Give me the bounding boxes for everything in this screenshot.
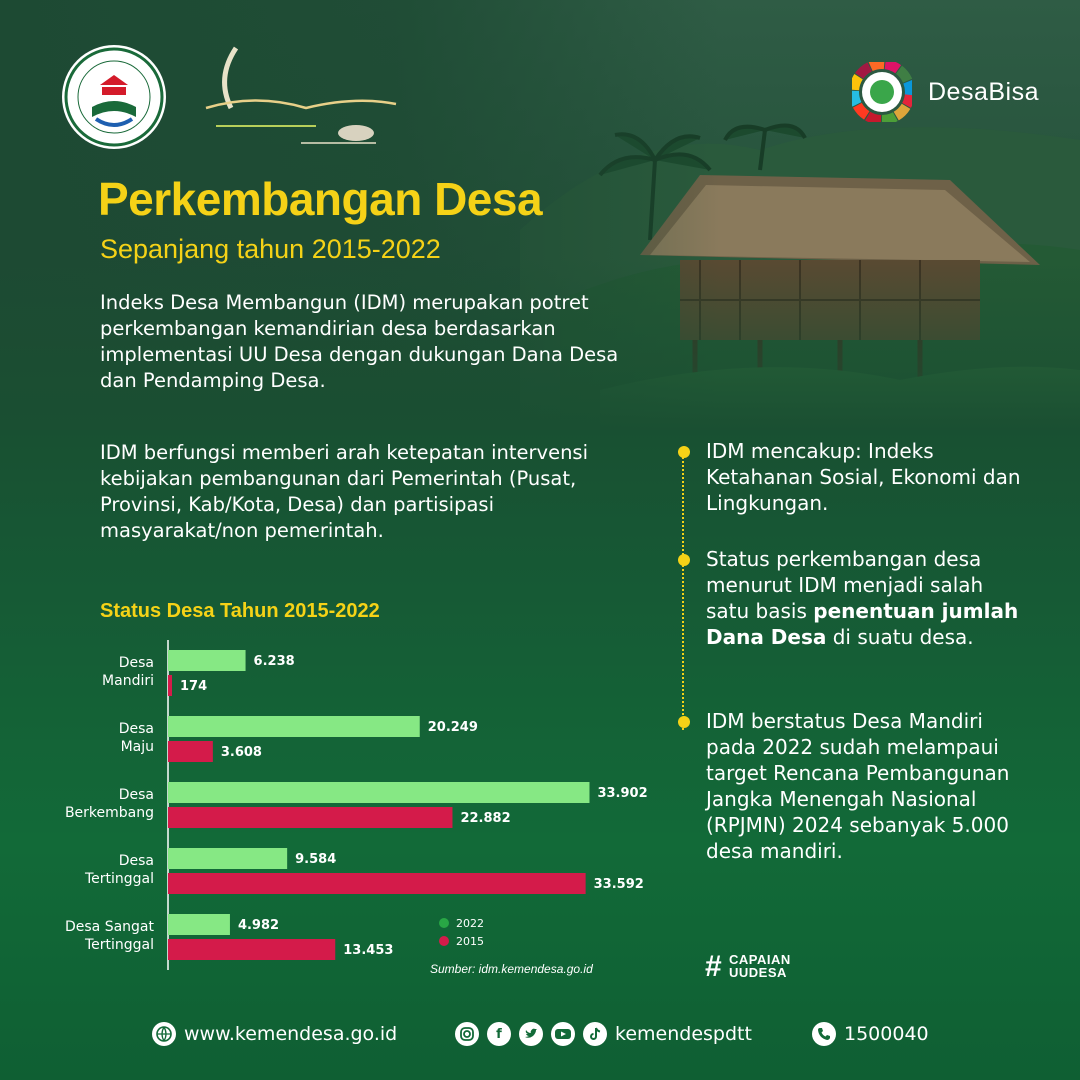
- bar-2015-1: [168, 741, 213, 762]
- category-label-4-0: Desa Sangat: [64, 919, 154, 935]
- bar-2015-2: [168, 807, 452, 828]
- bullet-dot-icon: [678, 554, 690, 566]
- bullet-connector-line: [682, 450, 684, 730]
- category-label-2-0: Desa: [118, 787, 154, 803]
- category-label-0-0: Desa: [118, 655, 154, 671]
- twitter-icon[interactable]: [519, 1022, 543, 1046]
- legend-marker-2015: [439, 936, 449, 946]
- hashtag-symbol: #: [705, 950, 722, 983]
- bar-label-2022-0: 6.238: [253, 654, 295, 669]
- globe-icon: [152, 1022, 176, 1046]
- youtube-icon[interactable]: [551, 1022, 575, 1046]
- social-handle: kemendespdtt: [615, 1023, 752, 1045]
- legend-label-2022: 2022: [456, 917, 484, 930]
- bullet-text: IDM berstatus Desa Mandiri pada 2022 sudah melampaui target Rencana Pembangunan Jangka Menengah Nasional (RPJMN) 2024 sebanyak 5.000 desa mandiri.: [706, 709, 1010, 863]
- bullet-dot-icon: [678, 716, 690, 728]
- bar-label-2015-4: 13.453: [343, 943, 394, 958]
- website-text: www.kemendesa.go.id: [184, 1023, 398, 1045]
- category-label-0-1: Mandiri: [102, 673, 154, 689]
- page-subtitle: Sepanjang tahun 2015-2022: [100, 234, 441, 264]
- sdg-wheel-logo: [852, 62, 912, 122]
- category-label-1-0: Desa: [118, 721, 154, 737]
- bullet-text-pre: Status perkembangan desa menurut IDM menjadi salah satu basis: [706, 547, 984, 623]
- bar-label-2015-2: 22.882: [460, 811, 511, 826]
- bullet-dot-icon: [678, 446, 690, 458]
- bullet-text-bold: penentuan jumlah Dana Desa: [706, 599, 1019, 649]
- bar-label-2022-1: 20.249: [427, 720, 478, 735]
- tiktok-icon[interactable]: [583, 1022, 607, 1046]
- bar-2022-2: [168, 782, 589, 803]
- category-label-2-1: Berkembang: [64, 805, 154, 821]
- legend-marker-2022: [439, 918, 449, 928]
- chart-title: Status Desa Tahun 2015-2022: [100, 600, 380, 622]
- hashtag-line2: UUDESA: [729, 965, 787, 980]
- facebook-icon[interactable]: f: [487, 1022, 511, 1046]
- bar-2022-1: [168, 716, 420, 737]
- bar-label-2015-1: 3.608: [220, 745, 262, 760]
- bullet-text: IDM mencakup: Indeks Ketahanan Sosial, Ekonomi dan Lingkungan.: [706, 439, 1021, 515]
- hashtag-line1: CAPAIAN: [729, 952, 791, 967]
- intro-paragraph: Indeks Desa Membangun (IDM) merupakan potret perkembangan kemandirian desa berdasarkan implementasi UU Desa dengan dukungan Dana Desa dan Pendamping Desa.: [100, 291, 619, 392]
- legend-label-2015: 2015: [456, 935, 484, 948]
- bullet-item: [706, 438, 1026, 516]
- function-paragraph: IDM berfungsi memberi arah ketepatan intervensi kebijakan pembangunan dari Pemerintah (Pusat, Provinsi, Kab/Kota, Desa) dan partisipasi masyarakat/non pemerintah.: [100, 441, 589, 542]
- status-desa-bar-chart: [0, 640, 660, 980]
- desabisa-logo: DesaBisa: [928, 78, 1039, 106]
- bar-label-2022-2: 33.902: [597, 786, 648, 801]
- bar-2015-3: [168, 873, 586, 894]
- bar-2015-0: [168, 675, 172, 696]
- bar-label-2022-4: 4.982: [237, 918, 280, 933]
- sembilan-tahun-logo: [196, 38, 406, 158]
- instagram-icon[interactable]: [455, 1022, 479, 1046]
- chart-source: Sumber: idm.kemendesa.go.id: [430, 962, 593, 976]
- bar-2015-4: [168, 939, 335, 960]
- page-title: Perkembangan Desa: [98, 173, 543, 225]
- bar-label-2015-3: 33.592: [593, 877, 644, 892]
- bar-label-2022-3: 9.584: [295, 852, 337, 867]
- phone-number: 1500040: [844, 1023, 929, 1045]
- bullet-text-post: di suatu desa.: [826, 625, 974, 649]
- ministry-logo: [62, 45, 166, 149]
- bar-2022-0: [168, 650, 246, 671]
- phone-icon: [812, 1022, 836, 1046]
- bullet-item: [706, 708, 1026, 864]
- website-link[interactable]: [152, 1022, 397, 1046]
- bar-label-2015-0: 174: [180, 679, 208, 694]
- bar-2022-4: [168, 914, 230, 935]
- category-label-1-1: Maju: [120, 739, 154, 755]
- category-label-4-1: Tertinggal: [84, 937, 154, 953]
- bullet-item: [706, 546, 1026, 650]
- social-links: [455, 1022, 752, 1046]
- category-label-3-1: Tertinggal: [84, 871, 154, 887]
- phone-link[interactable]: [812, 1022, 929, 1046]
- footer: [0, 1010, 1080, 1060]
- category-label-3-0: Desa: [118, 853, 154, 869]
- bar-2022-3: [168, 848, 287, 869]
